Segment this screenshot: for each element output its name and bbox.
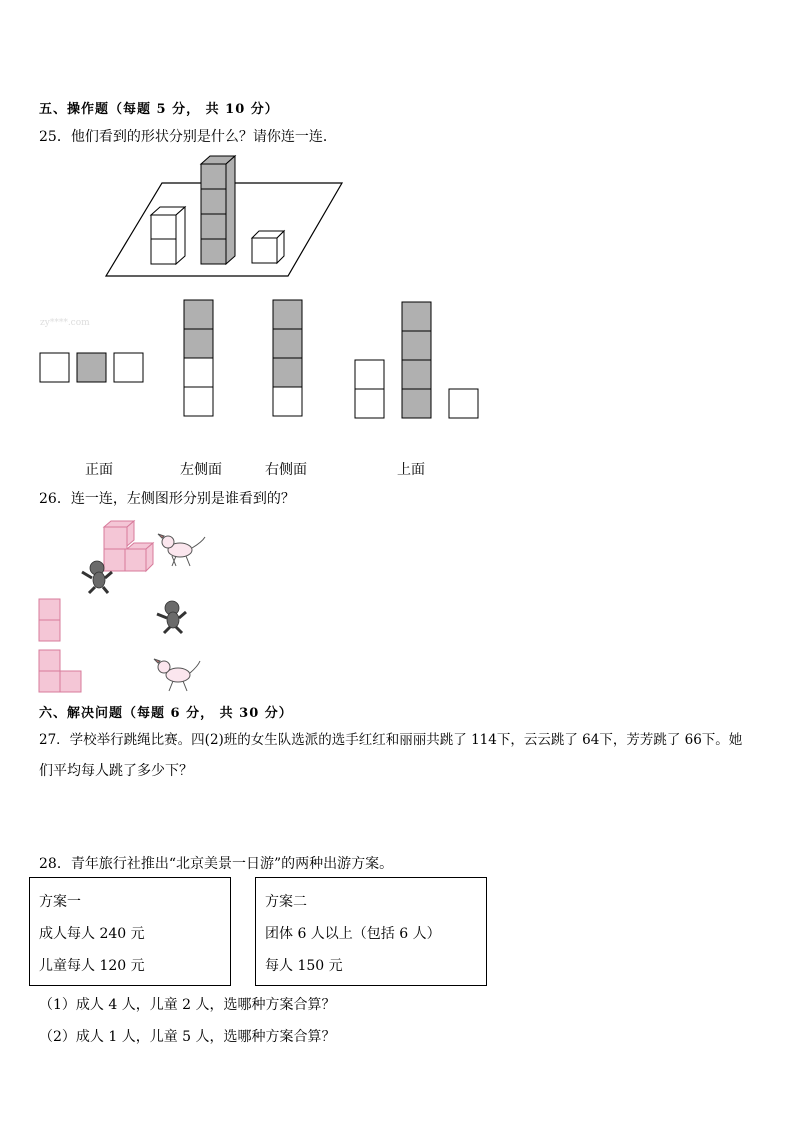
q27-line2: 们平均每人跳了多少下？ [39, 763, 193, 779]
label-top: 上面 [397, 462, 425, 478]
section5-title: 五、操作题（每题 5 分， 共 10 分） [39, 102, 279, 117]
section6-title: 六、解决问题（每题 6 分， 共 30 分） [39, 706, 293, 721]
label-front: 正面 [85, 462, 113, 478]
plan2-line2: 每人 150 元 [265, 958, 343, 974]
label-right-side: 右侧面 [265, 462, 307, 478]
plan2-title: 方案二 [265, 894, 307, 910]
q25-text: 25．他们看到的形状分别是什么？请你连一连． [39, 129, 337, 145]
dog-icon [154, 659, 200, 691]
plan2-line1: 团体 6 人以上（包括 6 人） [265, 926, 441, 942]
q28-sub1: （1）成人 4 人，儿童 2 人，选哪种方案合算？ [39, 997, 336, 1013]
label-left-side: 左侧面 [180, 462, 222, 478]
q28-text: 28．青年旅行社推出“北京美景一日游”的两种出游方案。 [39, 856, 394, 872]
plan1-box [29, 877, 231, 986]
q26-text: 26．连一连，左侧图形分别是谁看到的？ [39, 491, 295, 507]
watermark: zy****.com [40, 318, 90, 328]
plan2-box [255, 877, 487, 986]
monkey-icon [157, 601, 186, 633]
plan1-line2: 儿童每人 120 元 [39, 958, 145, 974]
q28-sub2: （2）成人 1 人，儿童 5 人，选哪种方案合算？ [39, 1029, 336, 1045]
dog-icon [158, 534, 205, 566]
q27-line1: 27．学校举行跳绳比赛。四(2)班的女生队选派的选手红红和丽丽共跳了 114下，云云跳了 64下，芳芳跳了 66下。她 [39, 732, 743, 748]
plan1-line1: 成人每人 240 元 [39, 926, 145, 942]
plan1-title: 方案一 [39, 894, 81, 910]
